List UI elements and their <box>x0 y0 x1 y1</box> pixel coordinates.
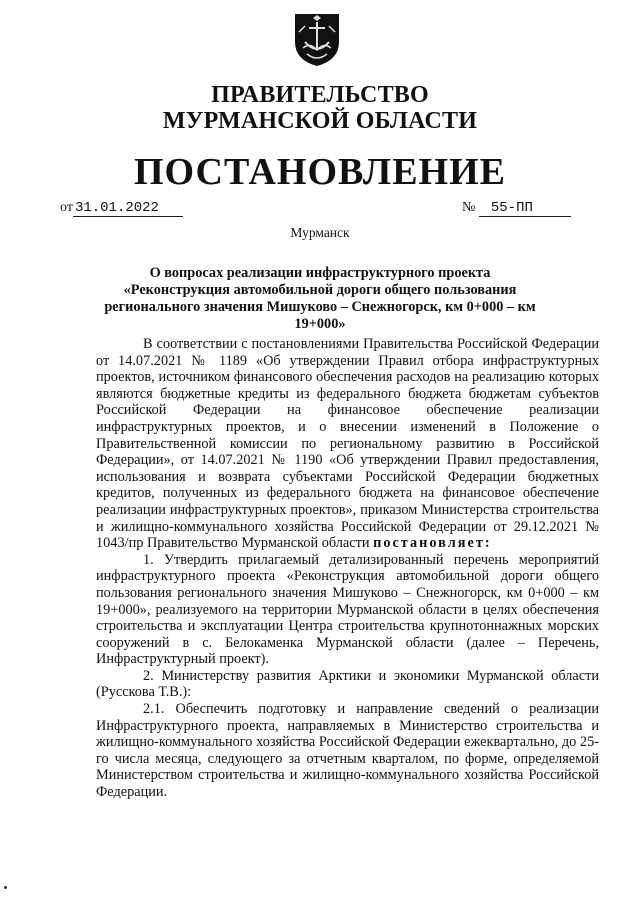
government-title-line2: МУРМАНСКОЙ ОБЛАСТИ <box>162 108 478 134</box>
date-value: 31.01.2022 <box>73 200 183 217</box>
item-2-paragraph: 2. Министерству развития Арктики и экономики Мурманской области (Русскова Т.В.): <box>96 667 599 701</box>
preamble-text: В соответствии с постановлениями Правительства Российской Федерации от 14.07.2021 № 1189 «Об утверждении Правил отбора инфраструктурных проектов, источником финансового обеспечения расходов на реализацию которых являются бюджетные кредиты из федерального бюджета бюджетам субъектов Российской Федерации на финансовое обеспечение реализации инфраструктурных проектов, и о внесении изменений в Положение о Правительственной комиссии по региональному развитию в Российской Федерации», от 14.07.2021 № 1190 «Об утверждении Правил предоставления, использования и возврата субъектами Российской Федерации бюджетных кредитов, полученных из федерального бюджета на финансовое обеспечение реализации инфраструктурных проектов», приказом Министерства строительства и жилищно-коммунального хозяйства Российской Федерации от 29.12.2021 № 1043/пр Правительство Мурманской области <box>96 336 599 552</box>
number-value: 55-ПП <box>479 200 571 217</box>
preamble-paragraph <box>96 336 599 552</box>
date-field <box>60 200 183 217</box>
number-field <box>462 200 571 217</box>
resolves-word: постановляет: <box>373 535 492 552</box>
coat-of-arms-emblem <box>293 12 341 68</box>
document-type-title: ПОСТАНОВЛЕНИЕ <box>133 151 507 193</box>
date-prefix: от <box>60 200 73 215</box>
number-prefix: № <box>462 200 476 215</box>
document-subject: О вопросах реализации инфраструктурного проекта «Реконструкция автомобильной дороги общего пользования регионального значения Мишуково – Снежногорск, км 0+000 – км 19+000» <box>104 265 536 332</box>
item-2-1-paragraph: 2.1. Обеспечить подготовку и направление сведений о реализации Инфраструктурного проекта, направляемых в Министерство строительства и жилищно-коммунального хозяйства Российской Федерации ежеквартально, до 25-го числа месяца, следующего за отчетным кварталом, по форме, определяемой Министерством строительства и жилищно-коммунального хозяйства Российской Федерации. <box>96 701 599 801</box>
city-label: Мурманск <box>290 225 350 240</box>
item-1-paragraph: 1. Утвердить прилагаемый детализированный перечень мероприятий инфраструктурного проекта «Реконструкция автомобильной дороги общего пользования регионального значения Мишуково – Снежногорск, км 0+000 – км 19+000», реализуемого на территории Мурманской области в целях обеспечения строительства и эксплуатации Центра строительства крупнотоннажных морских сооружений в с. Белокаменка Мурманской области (далее – Перечень, Инфраструктурный проект). <box>96 551 599 668</box>
document-body <box>96 336 599 801</box>
government-title-line1: ПРАВИТЕЛЬСТВО <box>211 82 429 108</box>
scan-mark <box>4 886 7 889</box>
